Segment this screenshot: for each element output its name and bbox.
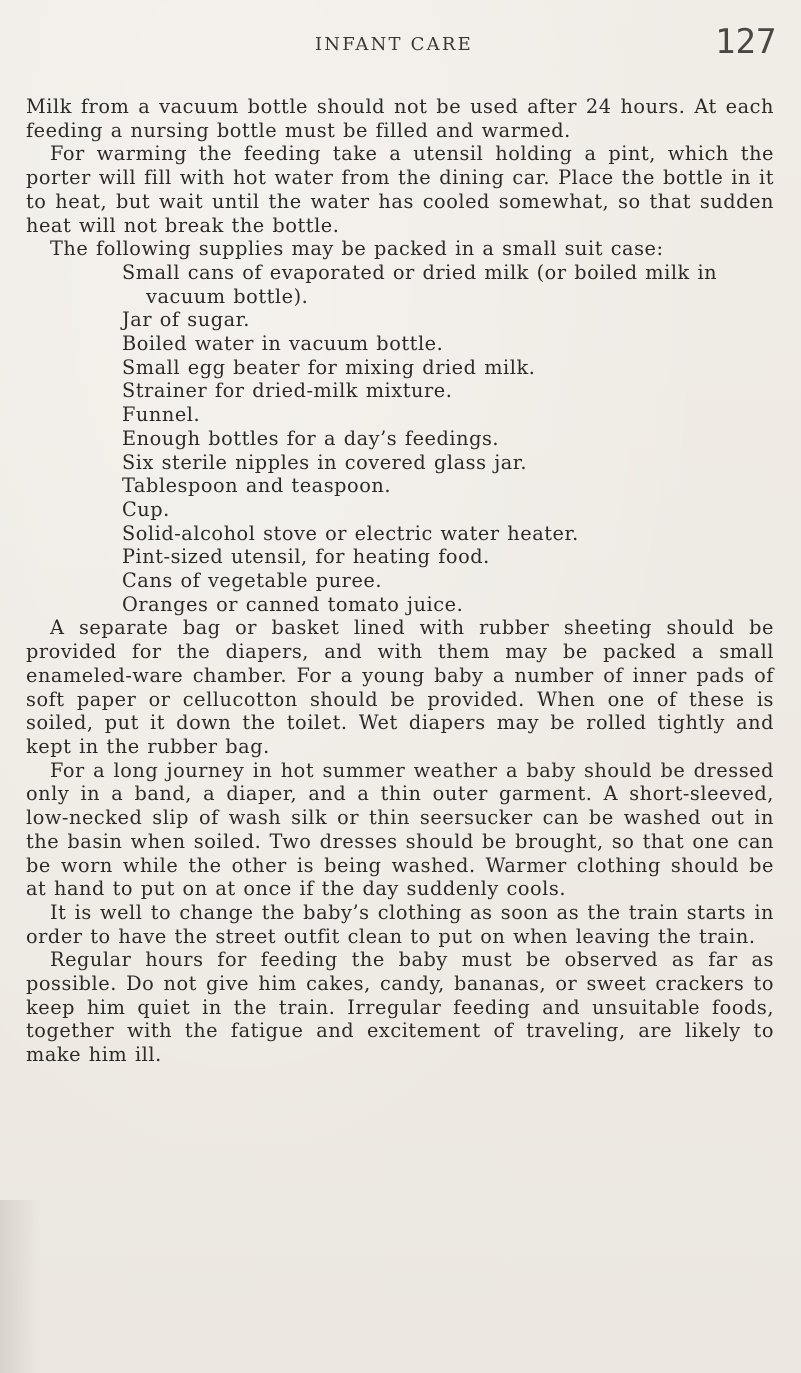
paragraph-vacuum-bottle: Milk from a vacuum bottle should not be used after 24 hours. At each feeding a nursing bottle must be filled and warmed. <box>26 95 774 142</box>
supplies-list <box>26 261 774 617</box>
list-item: Cans of vegetable puree. <box>122 569 383 593</box>
page-header <box>0 22 801 72</box>
list-item: Jar of sugar. <box>122 308 250 332</box>
paragraph-regular-feeding: Regular hours for feeding the baby must be observed as far as possible. Do not give him cakes, candy, bananas, or sweet crackers to keep him quiet in the train. Irregular feeding and unsuitable foods, together with the fatigue and excitement of traveling, are likely to make him ill. <box>26 948 774 1067</box>
page-edge-shadow <box>0 1200 40 1373</box>
list-item: Strainer for dried-milk mixture. <box>122 379 453 403</box>
paragraph-change-clothing: It is well to change the baby’s clothing as soon as the train starts in order to have the street outfit clean to put on when leaving the train. <box>26 900 774 948</box>
list-item: Funnel. <box>122 403 201 427</box>
list-item: Solid-alcohol stove or electric water heater. <box>122 521 579 545</box>
paragraph-diaper-bag: A separate bag or basket lined with rubber sheeting should be provided for the diapers, and with them may be packed a small enameled-ware chamber. For a young baby a number of inner pads of soft paper or cellucotton should be provided. When one of these is soiled, put it down the toilet. Wet diapers may be rolled tightly and kept in the rubber bag. <box>26 616 774 758</box>
list-item: Pint-sized utensil, for heating food. <box>122 545 490 569</box>
paragraph-summer-clothing: For a long journey in hot summer weather a baby should be dressed only in a band, a diaper, and a thin outer garment. A short-sleeved, low-necked slip of wash silk or thin seersucker can be washed out in the basin when soiled. Two dresses should be brought, so that one can be worn while the other is being washed. Warmer clothing should be at hand to put on at once if the day suddenly cools. <box>26 758 774 901</box>
list-item: Enough bottles for a day’s feedings. <box>122 426 500 450</box>
list-item: Small egg beater for mixing dried milk. <box>122 355 536 379</box>
list-item: Cup. <box>122 497 170 521</box>
running-head: INFANT CARE <box>315 34 473 55</box>
list-item: Boiled water in vacuum bottle. <box>122 332 444 356</box>
paragraph-supplies-intro: The following supplies may be packed in a small suit case: <box>50 237 664 261</box>
paragraph-warming-feeding: For warming the feeding take a utensil holding a pint, which the porter will fill with hot water from the dining car. Place the bottle in it to heat, but wait until the water has cooled somewhat, so that sudden heat will not break the bottle. <box>26 142 774 237</box>
list-item: Oranges or canned tomato juice. <box>122 592 464 616</box>
list-item: Small cans of evaporated or dried milk (or boiled milk in vacuum bottle). <box>122 260 718 308</box>
list-item: Six sterile nipples in covered glass jar. <box>122 450 528 474</box>
body-text <box>26 95 774 1067</box>
list-item: Tablespoon and teaspoon. <box>122 474 392 498</box>
page-number: 127 <box>715 22 777 62</box>
